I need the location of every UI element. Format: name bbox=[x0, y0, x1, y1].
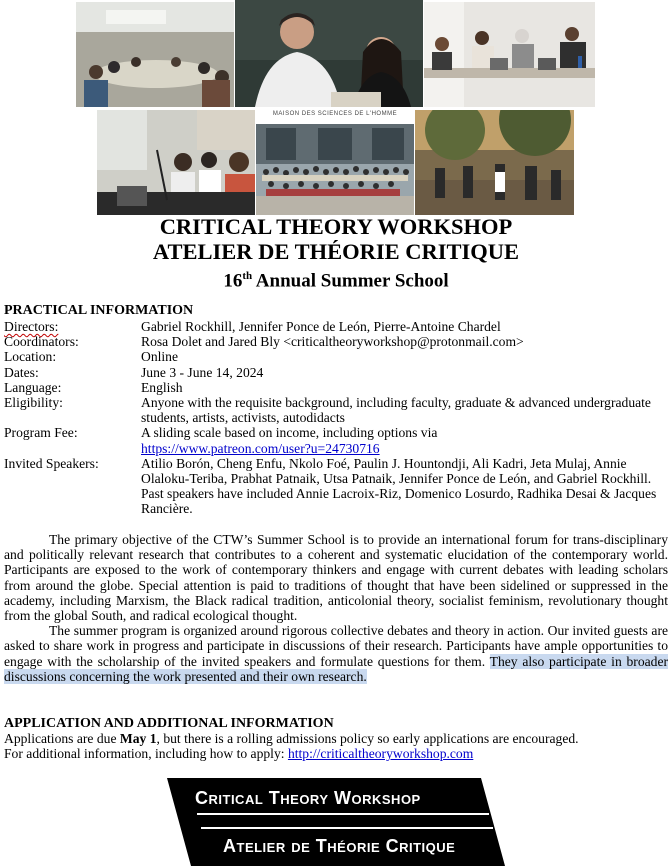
application-text bbox=[4, 731, 668, 761]
fee-label: Program Fee: bbox=[4, 425, 78, 441]
location-value: Online bbox=[141, 349, 178, 365]
fee-value bbox=[141, 425, 668, 455]
website-link[interactable]: http://criticaltheoryworkshop.com bbox=[287, 746, 474, 762]
coordinators-value[interactable]: Rosa Dolet and Jared Bly <criticaltheoryworkshop@protonmail.com> bbox=[141, 334, 524, 350]
paragraph-program-text: The summer program is organized around rigorous collective debates and theory in action. Our invited guests are asked to share work in progress and participate in discussions of their research. Participants have ample opportunities to engage with the scholarship of the invited speakers and formulate questions for them. bbox=[4, 623, 668, 669]
dates-label: Dates: bbox=[4, 364, 39, 380]
paragraph-objective: The primary objective of the CTW’s Summer School is to provide an international forum for trans-disciplinary and politically relevant research that contributes to a coherent and systematic elucidation of the contemporary world. Participants are exposed to the work of contemporary thinkers and engage with current debates with leading scholars from around the globe. Special attention is paid to traditions of thought that have been sidelined or suppressed in the academy, including Marxism, the Black radical tradition, anticolonial theory, socialist feminism, revolutionary thought from the global South, and radical ecological thought. bbox=[4, 532, 668, 624]
photo-audience-with-masks bbox=[97, 110, 255, 215]
directors-value: Gabriel Rockhill, Jennifer Ponce de León, Pierre-Antoine Chardel bbox=[141, 319, 501, 334]
highlighted-sentence: They also participate in broader discussions concerning the work presented and their own research. bbox=[4, 653, 669, 684]
photo-laptops-table bbox=[424, 2, 595, 107]
paragraph-program bbox=[4, 623, 668, 684]
dates-row bbox=[4, 365, 668, 380]
subtitle-edition bbox=[0, 265, 672, 292]
application-info-line: For additional information, including how to apply: http://criticaltheoryworkshop.com bbox=[4, 746, 474, 762]
photo-speakers-at-chalkboard bbox=[235, 0, 423, 107]
body-text bbox=[4, 532, 668, 684]
directors-row bbox=[4, 319, 668, 334]
edition-rest: Annual Summer School bbox=[252, 270, 449, 292]
language-label: Language: bbox=[4, 379, 62, 395]
edition-number: 16 bbox=[223, 270, 243, 292]
logo-line-english: Critical Theory Workshop bbox=[195, 788, 421, 808]
eligibility-row bbox=[4, 395, 668, 425]
eligibility-label: Eligibility: bbox=[4, 395, 63, 411]
photo-outdoor-gathering bbox=[415, 110, 574, 215]
photo-building-sign: MAISON DES SCIENCES DE L'HOMME bbox=[272, 111, 398, 117]
coordinators-row bbox=[4, 334, 668, 349]
practical-info-table bbox=[4, 319, 668, 517]
practical-heading: PRACTICAL INFORMATION bbox=[4, 303, 194, 318]
eligibility-value: Anyone with the requisite background, including faculty, graduate & advanced undergraduate students, artists, activists, autodidacts bbox=[141, 395, 651, 426]
speakers-value: Atilio Borón, Cheng Enfu, Nkolo Foé, Paulin J. Hountondji, Ali Kadri, Jeta Mulaj, Annie Olaloku-Teriba, Prabhat Patnaik, Utsa Patnaik, Jennifer Ponce de León, and Gabriel Rockhill. Past speakers have included Annie Lacroix-Riz, Domenico Losurdo, Radhika Desai & Jacques Rancière. bbox=[141, 455, 657, 517]
coordinators-label: Coordinators: bbox=[4, 334, 79, 350]
title-french: ATELIER DE THÉORIE CRITIQUE bbox=[152, 239, 520, 264]
fee-text: A sliding scale based on income, including options via bbox=[141, 425, 438, 441]
speakers-label: Invited Speakers: bbox=[4, 455, 99, 471]
edition-suffix: th bbox=[242, 270, 253, 282]
ctw-logo bbox=[165, 778, 507, 866]
title-english: CRITICAL THEORY WORKSHOP bbox=[159, 214, 513, 239]
speakers-row bbox=[4, 456, 668, 517]
application-deadline-line: Applications are due May 1, but there is a rolling admissions policy so early applications are encouraged. bbox=[4, 731, 579, 746]
language-row bbox=[4, 380, 668, 395]
photo-seminar-room bbox=[76, 2, 234, 107]
location-label: Location: bbox=[4, 349, 57, 365]
language-value: English bbox=[141, 379, 183, 395]
photo-group-maison-des-sciences bbox=[256, 110, 414, 215]
dates-value: June 3 - June 14, 2024 bbox=[141, 364, 264, 380]
patreon-link[interactable]: https://www.patreon.com/user?u=24730716 bbox=[141, 440, 380, 456]
directors-label: Directors: bbox=[4, 319, 59, 334]
fee-row bbox=[4, 425, 668, 455]
deadline-date: May 1 bbox=[119, 731, 157, 746]
application-heading: APPLICATION AND ADDITIONAL INFORMATION bbox=[4, 716, 334, 731]
location-row bbox=[4, 349, 668, 364]
logo-line-french: Atelier de Théorie Critique bbox=[223, 836, 456, 856]
